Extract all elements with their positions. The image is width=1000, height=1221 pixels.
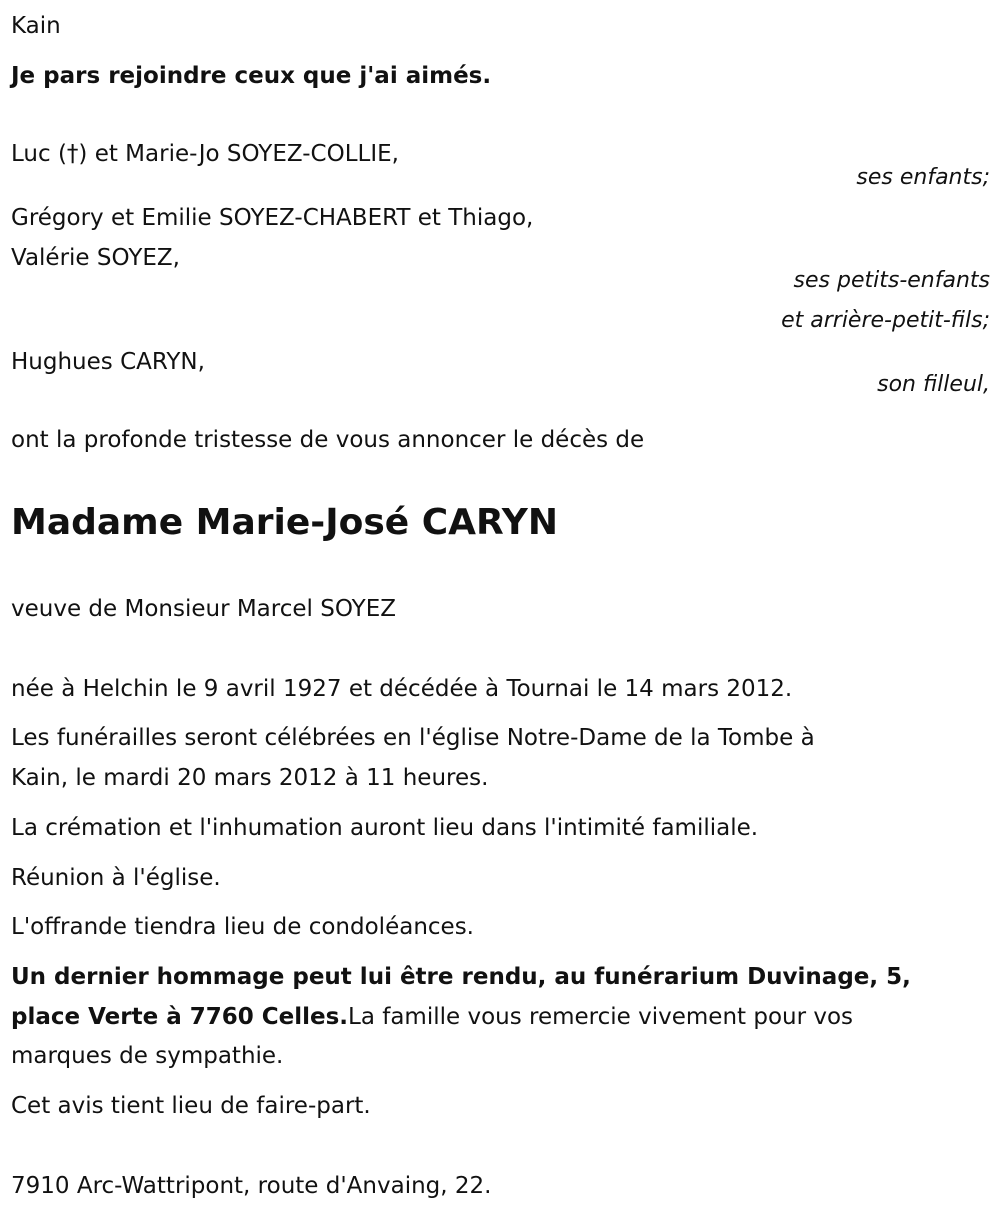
grandchildren-role-1: ses petits-enfants — [793, 268, 990, 293]
tribute-line-1: Un dernier hommage peut lui être rendu, au funérarium Duvinage, 5, — [11, 964, 911, 990]
grandchildren-role-2: et arrière-petit-fils; — [781, 308, 990, 333]
funeral-line-2: Kain, le mardi 20 mars 2012 à 11 heures. — [11, 765, 489, 791]
announcement: ont la profonde tristesse de vous annoncer le décès de — [11, 427, 645, 453]
meeting: Réunion à l'église. — [11, 865, 221, 891]
grandchildren-line-2: Valérie SOYEZ, — [11, 245, 180, 271]
tribute-line-3: marques de sympathie. — [11, 1043, 284, 1069]
godson-role: son filleul, — [877, 372, 990, 397]
motto: Je pars rejoindre ceux que j'ai aimés. — [11, 63, 492, 89]
tribute-thanks: La famille vous remercie vivement pour vos — [348, 1004, 854, 1030]
cremation: La crémation et l'inhumation auront lieu dans l'intimité familiale. — [11, 815, 759, 841]
tribute-line-2 — [11, 997, 853, 1037]
offering: L'offrande tiendra lieu de condoléances. — [11, 914, 474, 940]
locality: Kain — [11, 13, 61, 39]
notice: Cet avis tient lieu de faire-part. — [11, 1093, 371, 1119]
children-line: Luc (†) et Marie-Jo SOYEZ-COLLIE, — [11, 141, 399, 167]
birth-death: née à Helchin le 9 avril 1927 et décédée à Tournai le 14 mars 2012. — [11, 676, 793, 702]
grandchildren-line-1: Grégory et Emilie SOYEZ-CHABERT et Thiago, — [11, 205, 534, 231]
deceased-name: Madame Marie-José CARYN — [11, 502, 558, 543]
funeral-line-1: Les funérailles seront célébrées en l'église Notre-Dame de la Tombe à — [11, 725, 815, 751]
address: 7910 Arc-Wattripont, route d'Anvaing, 22. — [11, 1173, 492, 1199]
widow-of: veuve de Monsieur Marcel SOYEZ — [11, 596, 397, 622]
tribute-place: place Verte à 7760 Celles. — [11, 1004, 349, 1030]
children-role: ses enfants; — [856, 165, 990, 190]
godson-line: Hughues CARYN, — [11, 349, 205, 375]
